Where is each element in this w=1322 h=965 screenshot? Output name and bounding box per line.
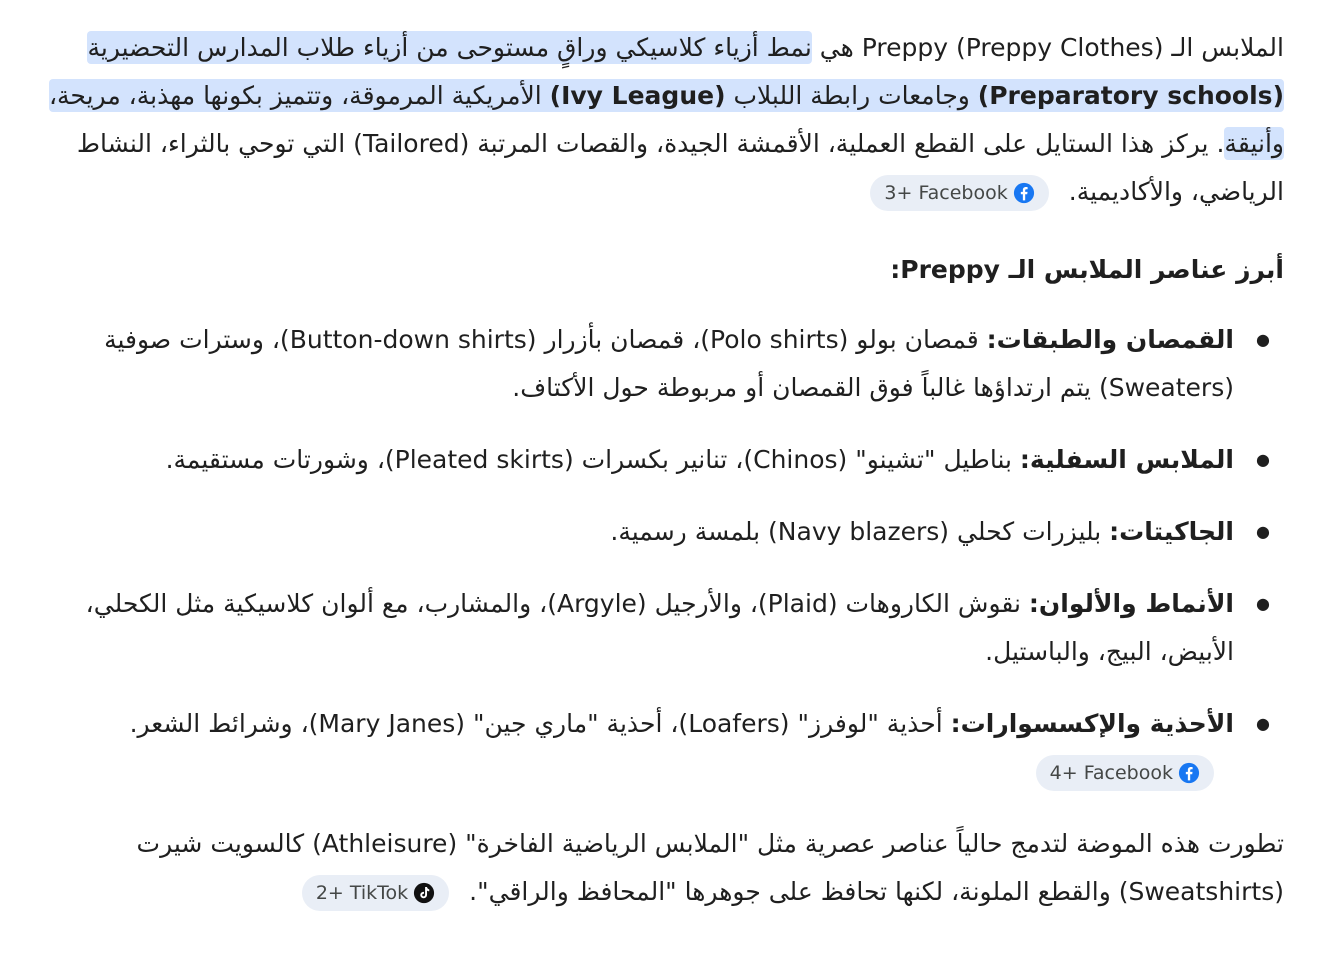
bullet-icon: ● bbox=[1256, 594, 1270, 613]
item-lead: القمصان والطبقات: bbox=[986, 325, 1234, 354]
item-text: قمصان بولو (Polo shirts)، قمصان بأزرار (Button-down shirts)، وسترات صوفية (Sweaters) يتم ارتداؤها غالباً فوق القمصان أو مربوطة حول الأكتاف. bbox=[104, 325, 1234, 402]
bullet-icon: ● bbox=[1256, 330, 1270, 349]
chip-label: 2+ TikTok bbox=[315, 882, 409, 904]
intro-text-2: . يركز هذا الستايل على القطع العملية، الأقمشة الجيدة، والقصات المرتبة (Tailored) التي توحي بالثراء، النشاط الرياضي، والأكاديمية. bbox=[76, 129, 1284, 206]
bullet-icon: ● bbox=[1256, 714, 1270, 733]
chip-label: 4+ Facebook bbox=[1049, 762, 1173, 784]
item-text: أحذية "لوفرز" (Loafers)، أحذية "ماري جين" (Mary Janes)، وشرائط الشعر. bbox=[129, 709, 951, 738]
intro-paragraph bbox=[36, 24, 1284, 216]
closing-paragraph bbox=[36, 820, 1284, 916]
bullet-icon: ● bbox=[1256, 522, 1270, 541]
list-item bbox=[36, 580, 1270, 676]
item-lead: الجاكيتات: bbox=[1109, 517, 1234, 546]
bullet-icon: ● bbox=[1256, 450, 1270, 469]
elements-list bbox=[36, 316, 1284, 796]
item-lead: الملابس السفلية: bbox=[1019, 445, 1234, 474]
item-text: بناطيل "تشينو" (Chinos)، تنانير بكسرات (Pleated skirts)، وشورتات مستقيمة. bbox=[165, 445, 1020, 474]
intro-text-1: الملابس الـ Preppy (Preppy Clothes) هي bbox=[811, 33, 1284, 62]
source-chip-tiktok[interactable] bbox=[302, 875, 449, 911]
list-item bbox=[36, 700, 1270, 796]
source-chip-facebook-intro[interactable] bbox=[870, 175, 1048, 211]
list-item bbox=[36, 508, 1270, 556]
ivy-league-term: (Ivy League) bbox=[549, 81, 726, 110]
section-heading: أبرز عناصر الملابس الـ Preppy: bbox=[890, 255, 1284, 284]
item-lead: الأنماط والألوان: bbox=[1028, 589, 1234, 618]
source-chip-facebook-list[interactable] bbox=[1036, 755, 1214, 791]
highlight-part-1: نمط أزياء كلاسيكي وراقٍ مستوحى من أزياء طلاب المدارس التحضيرية bbox=[87, 33, 812, 62]
preparatory-schools-term: (Preparatory schools) bbox=[977, 81, 1284, 110]
highlight-part-3: الأمريكية المرموقة، وتتميز بكونها مهذبة، مريحة، وأنيقة bbox=[48, 81, 1284, 158]
closing-text: تطورت هذه الموضة لتدمج حالياً عناصر عصرية مثل "الملابس الرياضية الفاخرة" (Athleisure) كالسويت شيرت (Sweatshirts) والقطع الملونة، لكنها تحافظ على جوهرها "المحافظ والراقي". bbox=[136, 829, 1284, 906]
item-lead: الأحذية والإكسسوارات: bbox=[950, 709, 1234, 738]
list-item bbox=[36, 316, 1270, 412]
highlight-part-2: وجامعات رابطة اللبلاب bbox=[725, 81, 978, 110]
chip-label: 3+ Facebook bbox=[884, 182, 1008, 204]
item-text: بليزرات كحلي (Navy blazers) بلمسة رسمية. bbox=[610, 517, 1110, 546]
facebook-icon bbox=[1013, 182, 1035, 204]
list-item bbox=[36, 436, 1270, 484]
facebook-icon bbox=[1178, 762, 1200, 784]
tiktok-icon bbox=[413, 882, 435, 904]
item-text: نقوش الكاروهات (Plaid)، والأرجيل (Argyle)، والمشارب، مع ألوان كلاسيكية مثل الكحلي، الأبيض، البيج، والباستيل. bbox=[85, 589, 1234, 666]
